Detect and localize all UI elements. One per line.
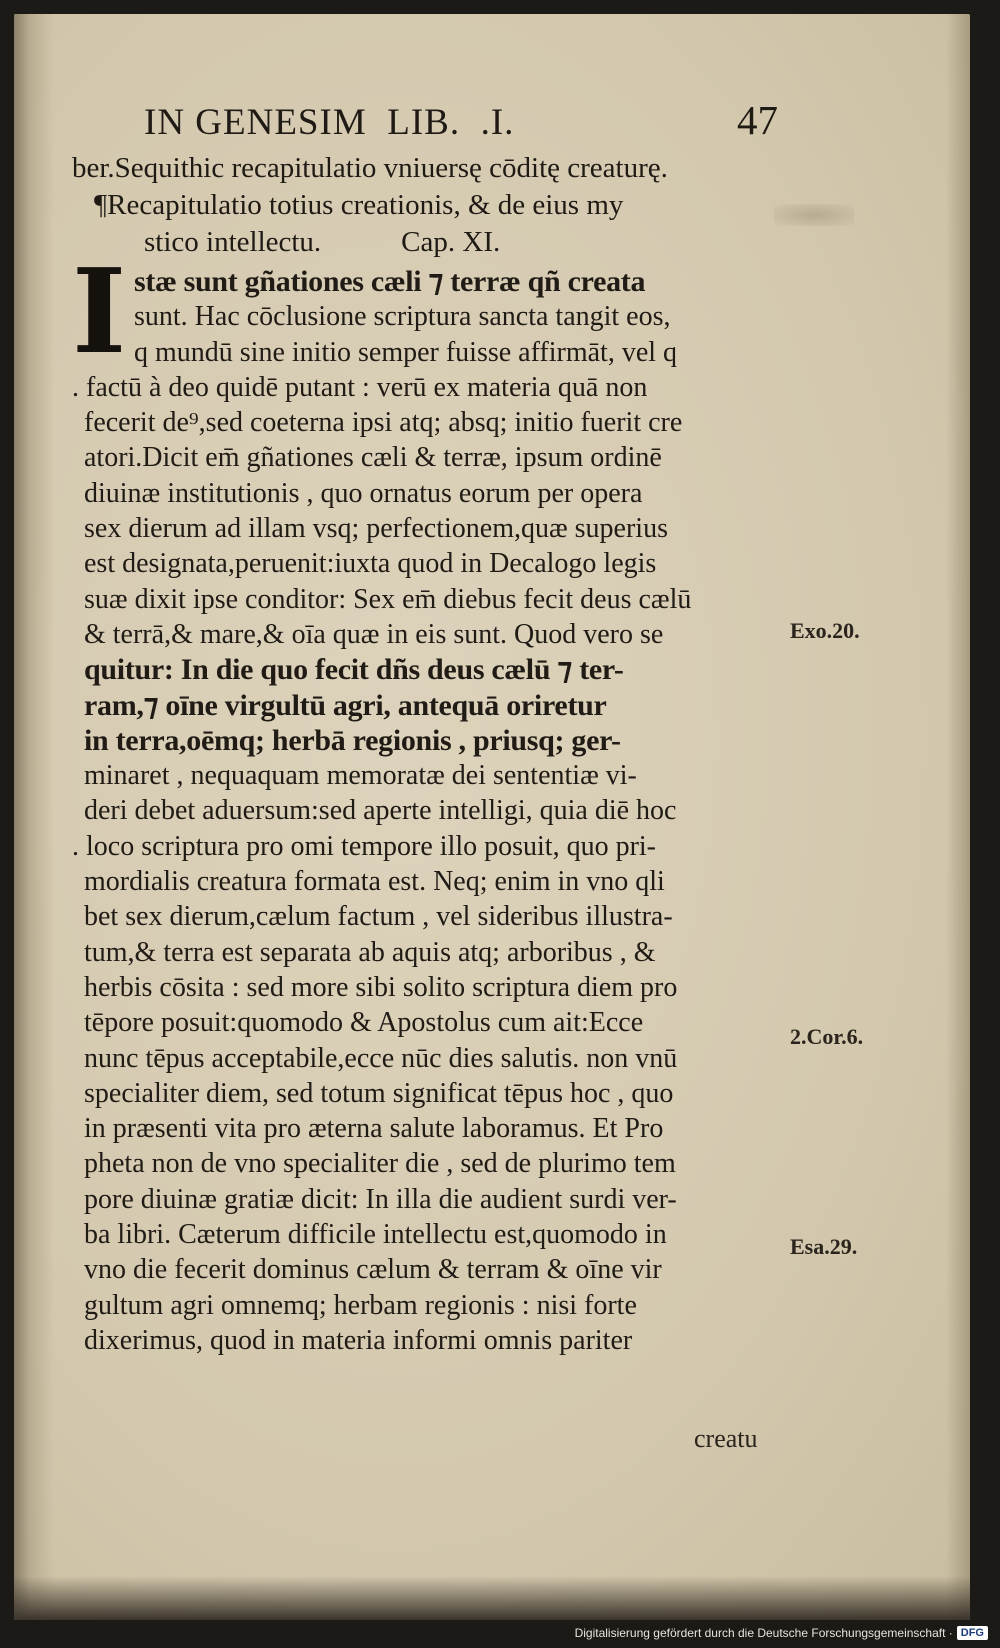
ink-smudge — [774, 204, 854, 226]
text-line: specialiter diem, sed totum significat tēpus hoc , quo — [84, 1077, 674, 1109]
text-line — [72, 224, 772, 261]
text-line: tum,& terra est separata ab aquis atq; arboribus , & — [84, 936, 656, 968]
text-line: ¶Recapitulatio totius creationis, & de eius my — [94, 189, 624, 221]
text-line: ba libri. Cæterum difficile intellectu est,quomodo in — [84, 1219, 667, 1251]
text-line: tēpore posuit:quomodo & Apostolus cum ait:Ecce — [84, 1007, 644, 1039]
page-gutter-shadow — [14, 14, 54, 1620]
text-line: suæ dixit ipse conditor: Sex em̄ diebus fecit deus cælū — [84, 583, 692, 615]
credit-text: Digitalisierung gefördert durch die Deutsche Forschungsgemeinschaft · — [574, 1626, 953, 1640]
text-line: ram,⁊ oīne virgultū agri, antequā oriretur — [84, 688, 607, 722]
text-line: . loco scriptura pro omi tempore illo posuit, quo pri- — [72, 830, 657, 862]
page-bottom-shadow — [14, 1576, 970, 1620]
text-line: sunt. Hac cōclusione scriptura sancta tangit eos, — [134, 301, 671, 333]
text-line: sex dierum ad illam vsq; perfectionem,quæ superius — [84, 513, 668, 545]
text-line: est designata,peruenit:iuxta quod in Decalogo legis — [84, 548, 657, 580]
text-line: minaret , nequaquam memoratæ dei sententiæ vi- — [84, 760, 637, 792]
text-line: dixerimus, quod in materia informi omnis pariter — [84, 1324, 633, 1356]
text-line: pore diuinæ gratiæ dicit: In illa die audient surdi ver- — [84, 1183, 677, 1215]
text-line: bet sex dierum,cælum factum , vel sideribus illustra- — [84, 901, 673, 933]
text-line: fecerit de⁹,sed coeterna ipsi atq; absq; initio fuerit cre — [84, 407, 683, 439]
page-number: 47 — [737, 97, 778, 143]
text-line: gultum agri omnemq; herbam regionis : nisi forte — [84, 1289, 637, 1321]
text-line: herbis cōsita : sed more sibi solito scriptura diem pro — [84, 971, 678, 1003]
catchword: creatu — [694, 1424, 758, 1453]
book-page — [14, 14, 970, 1620]
text-line: in terra,oēmq; herbā regionis , priusq; ger- — [84, 723, 621, 757]
text-line: pheta non de vno specialiter die , sed de plurimo tem — [84, 1148, 676, 1180]
text-line: atori.Dicit em̄ gñationes cæli & terræ, ipsum ordinē — [84, 442, 662, 474]
text-line: nunc tēpus acceptabile,ecce nūc dies salutis. non vnū — [84, 1042, 678, 1074]
margin-note: Esa.29. — [790, 1234, 858, 1259]
text-line: . factū à deo quidē putant : verū ex materia quā non — [72, 371, 648, 403]
chapter-title-end: stico intellectu. — [144, 226, 322, 258]
margin-note: Exo.20. — [790, 618, 860, 643]
digitization-credit — [575, 1620, 988, 1646]
drop-cap: I — [72, 244, 127, 380]
body-text — [72, 244, 772, 1358]
chapter-heading — [72, 150, 772, 261]
text-line: vno die fecerit dominus cælum & terram & oīne vir — [84, 1254, 662, 1286]
text-line: in præsenti vita pro æterna salute laboramus. Et Pro — [84, 1113, 664, 1145]
page-header — [144, 96, 784, 144]
page-edge-shadow — [946, 14, 970, 1620]
text-line: q mundū sine initio semper fuisse affirmāt, vel q — [134, 336, 678, 368]
text-line: stæ sunt gñationes cæli ⁊ terræ qñ creata — [134, 265, 646, 298]
text-line: deri debet aduersum:sed aperte intelligi, quia diē hoc — [84, 795, 677, 827]
text-line: ber.Sequithic recapitulatio vniuersę cōditę creaturę. — [72, 152, 668, 184]
running-head: IN GENESIM LIB. .I. — [144, 102, 515, 143]
text-line: quitur: In die quo fecit dñs deus cælū ⁊ ter- — [84, 653, 624, 687]
dfg-logo: DFG — [957, 1626, 988, 1640]
margin-note: 2.Cor.6. — [790, 1024, 864, 1049]
text-line: diuinæ institutionis , quo ornatus eorum per opera — [84, 477, 643, 509]
chapter-label: Cap. XI. — [401, 226, 501, 258]
text-line: mordialis creatura formata est. Neq; enim in vno qli — [84, 866, 665, 898]
text-line: & terrā,& mare,& oīa quæ in eis sunt. Quod vero se — [84, 618, 664, 650]
